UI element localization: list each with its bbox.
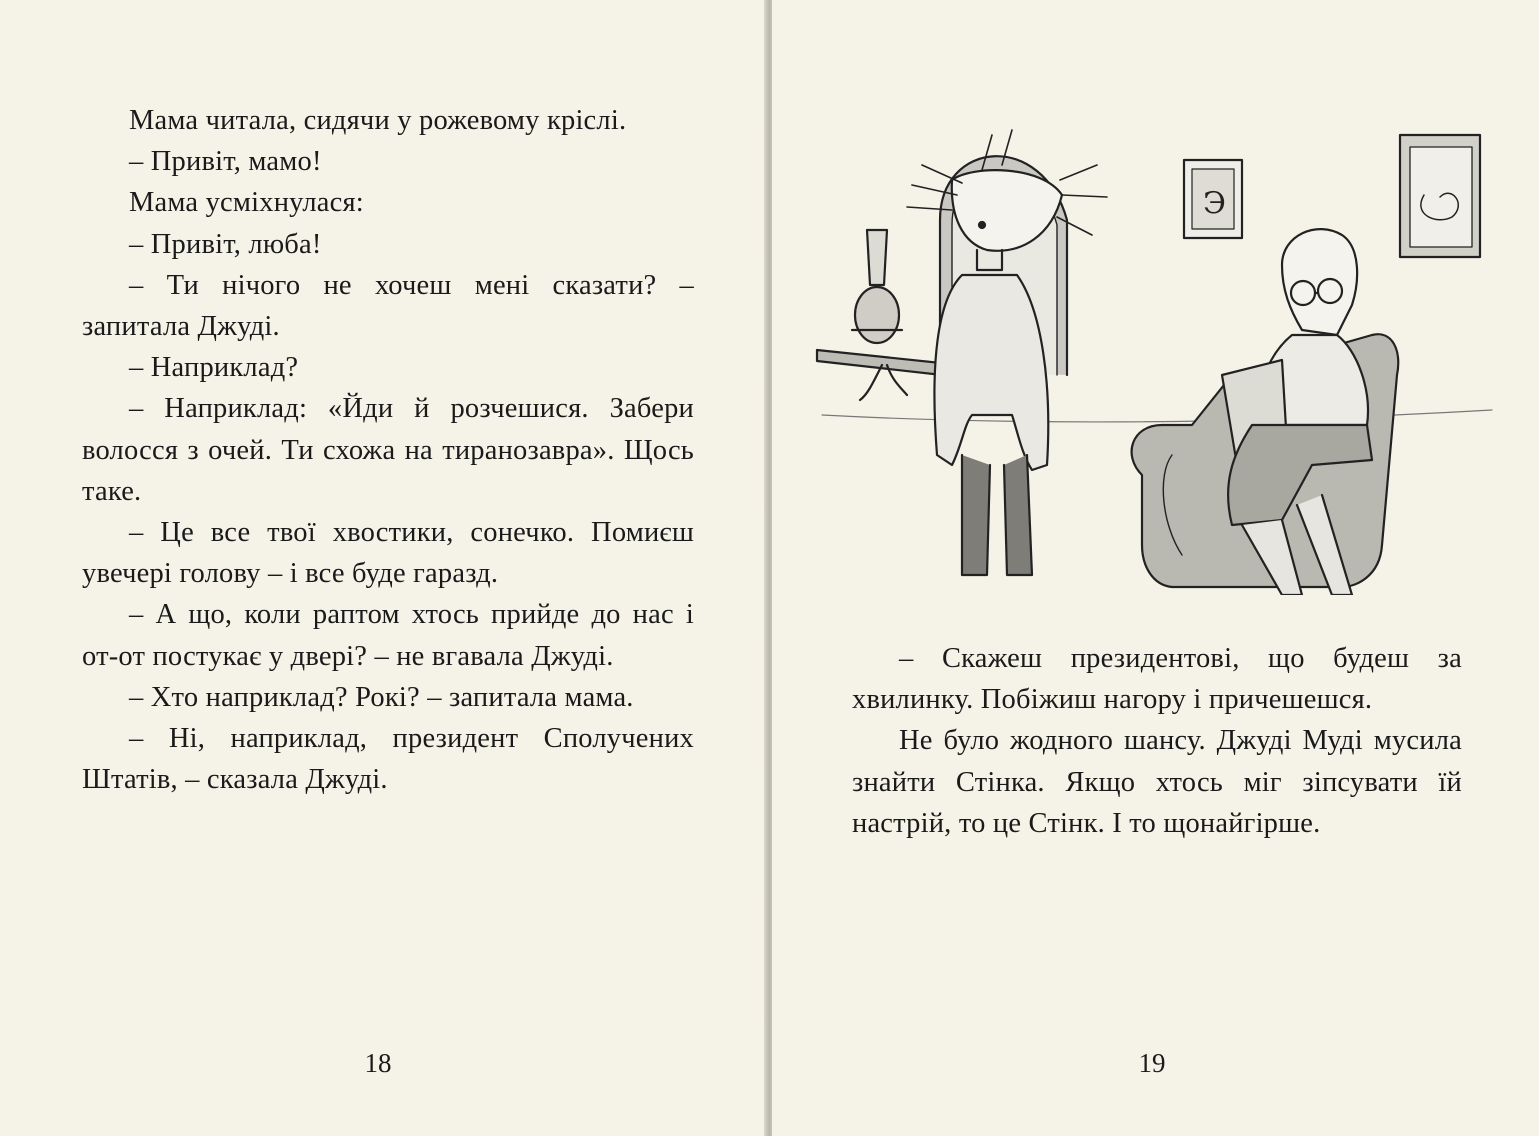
paragraph: Не було жодного шансу. Джуді Муді мусила знайти Стінка. Якщо хтось міг зіпсувати їй настрій, то це Стінк. І то щонайгірше.	[852, 725, 1462, 839]
paragraph: – Це все твої хвостики, сонечко. Помиєш увечері голову – і все буде гаразд.	[82, 517, 694, 590]
paragraph: Мама читала, сидячи у рожевому кріслі.	[129, 105, 627, 136]
paragraph: – Наприклад: «Йди й розчешися. Забери волосся з очей. Ти схожа на тиранозавра». Щось таке.	[82, 393, 694, 507]
right-page-text	[852, 638, 1462, 844]
paragraph: – Хто наприклад? Рокі? – запитала мама.	[129, 681, 634, 713]
right-page	[772, 0, 1539, 1136]
page-number: 19	[1138, 1048, 1166, 1078]
left-page	[0, 0, 768, 1136]
page-number: 18	[364, 1048, 392, 1078]
paragraph: – Ні, наприклад, президент Сполучених Штатів, – сказала Джуді.	[82, 723, 694, 796]
left-page-text	[82, 100, 694, 800]
girl-and-mother-reading-illustration	[812, 125, 1502, 595]
paragraph: – Наприклад?	[129, 352, 299, 384]
paragraph: – А що, коли раптом хтось прийде до нас і от-от постукає у двері? – не вгавала Джуді.	[82, 599, 694, 672]
paragraph: – Привіт, мамо!	[129, 146, 322, 178]
paragraph: – Привіт, люба!	[129, 228, 322, 260]
paragraph: Мама усміхнулася:	[129, 187, 364, 219]
picture-letter: Э	[1203, 186, 1226, 221]
paragraph: – Скажеш президентові, що будеш за хвилинку. Побіжиш нагору і причешешся.	[852, 643, 1462, 716]
paragraph: – Ти нічого не хочеш мені сказати? – запитала Джуді.	[82, 269, 694, 343]
